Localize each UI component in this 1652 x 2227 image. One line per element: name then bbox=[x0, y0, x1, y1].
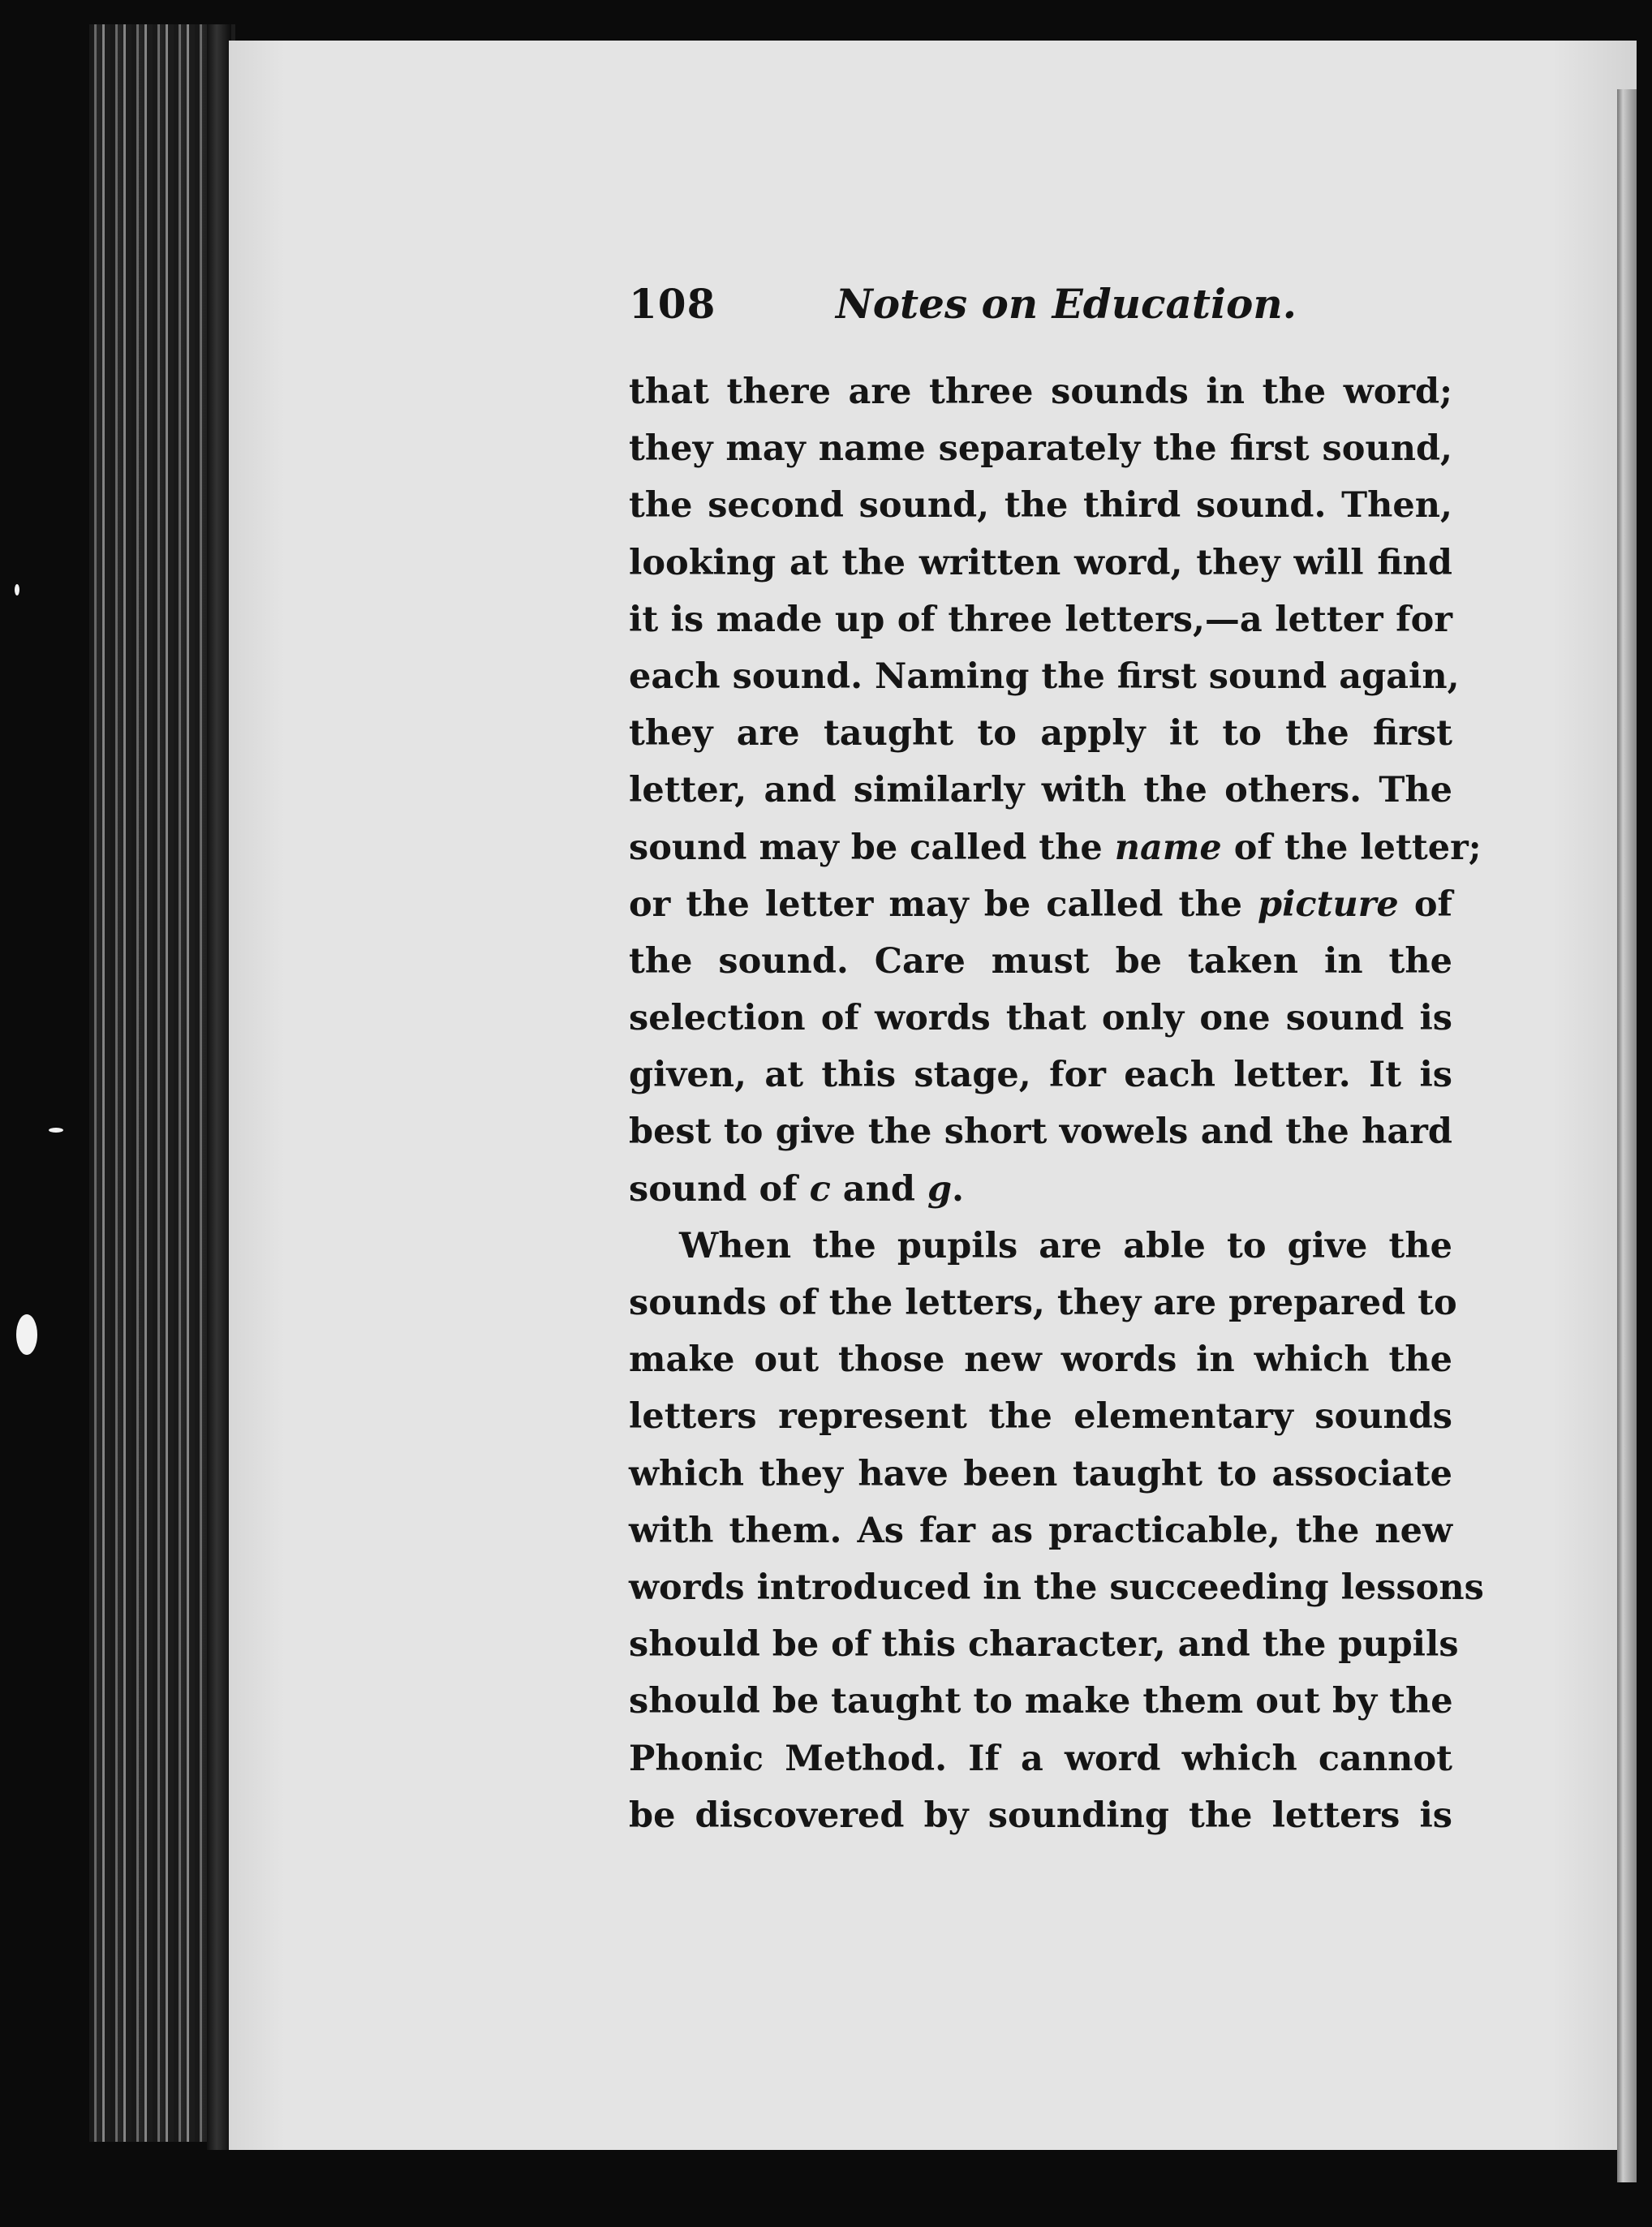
text-line: selection of words that only one sound is bbox=[629, 998, 1452, 1039]
dust-speck bbox=[16, 1314, 37, 1355]
text-line: words introduced in the succeeding lessons bbox=[629, 1567, 1484, 1608]
page-header bbox=[629, 280, 1456, 337]
text-line: each sound. Naming the first sound again, bbox=[629, 656, 1460, 697]
italic-letter-g: g bbox=[927, 1168, 953, 1210]
text-fragment: or the letter may be called the bbox=[629, 883, 1258, 925]
text-line: the sound. Care must be taken in the bbox=[629, 940, 1452, 982]
spine-shadow bbox=[207, 24, 231, 2150]
text-line: Phonic Method. If a word which cannot bbox=[629, 1738, 1452, 1779]
italic-letter-c: c bbox=[809, 1168, 831, 1210]
text-line: they may name separately the first sound, bbox=[629, 428, 1452, 470]
text-line: given, at this stage, for each letter. It is bbox=[629, 1055, 1452, 1096]
text-line: it is made up of three letters,—a letter for bbox=[629, 599, 1452, 640]
text-line bbox=[629, 819, 1482, 876]
text-line: make out those new words in which the bbox=[629, 1339, 1452, 1381]
dust-speck bbox=[15, 584, 19, 595]
text-fragment: of the letter; bbox=[1221, 827, 1482, 868]
text-fragment: and bbox=[830, 1168, 927, 1210]
text-line bbox=[629, 876, 1452, 933]
text-line: letter, and similarly with the others. The bbox=[629, 770, 1452, 811]
text-line: which they have been taught to associate bbox=[629, 1453, 1452, 1494]
text-fragment: sound may be called the bbox=[629, 827, 1115, 868]
text-line: the second sound, the third sound. Then, bbox=[629, 485, 1452, 527]
text-fragment: sound of bbox=[629, 1168, 810, 1210]
text-line: letters represent the elementary sounds bbox=[629, 1396, 1452, 1438]
text-line: that there are three sounds in the word; bbox=[629, 372, 1452, 412]
paragraph-first-line: When the pupils are able to give the bbox=[679, 1225, 1452, 1266]
body-text bbox=[629, 363, 1484, 1844]
text-line: looking at the written word, they will find bbox=[629, 542, 1452, 583]
text-line: with them. As far as practicable, the new bbox=[629, 1510, 1452, 1551]
text-line: be discovered by sounding the letters is bbox=[629, 1795, 1452, 1836]
text-line: best to give the short vowels and the hard bbox=[629, 1111, 1452, 1153]
text-fragment: . bbox=[952, 1168, 964, 1210]
text-line: sounds of the letters, they are prepared to bbox=[629, 1283, 1457, 1323]
text-line bbox=[629, 1161, 1452, 1218]
page-right-edge bbox=[1617, 89, 1637, 2182]
running-title: Notes on Education. bbox=[836, 280, 1297, 328]
text-fragment: of bbox=[1398, 883, 1452, 925]
page-number: 108 bbox=[629, 280, 716, 328]
italic-word-name: name bbox=[1114, 827, 1222, 868]
dust-speck bbox=[49, 1128, 63, 1133]
text-line: should be of this character, and the pupils bbox=[629, 1624, 1459, 1666]
text-line: they are taught to apply it to the first bbox=[629, 713, 1452, 755]
text-line: should be taught to make them out by the bbox=[629, 1681, 1453, 1722]
italic-word-picture: picture bbox=[1258, 883, 1399, 925]
